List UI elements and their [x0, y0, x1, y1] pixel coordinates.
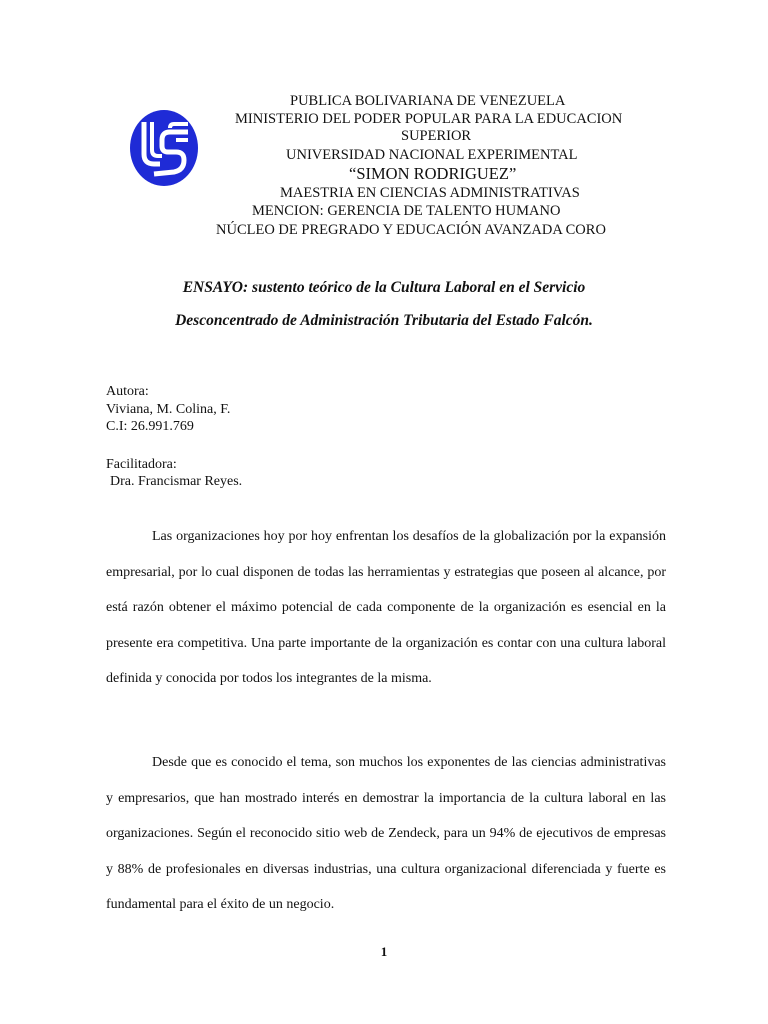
header-line-superior: SUPERIOR: [401, 128, 472, 144]
author-label: Autora:: [106, 384, 149, 399]
header-line-nucleus: NÚCLEO DE PREGRADO Y EDUCACIÓN AVANZADA CORO: [216, 222, 606, 238]
header-line-university-name: “SIMON RODRIGUEZ”: [349, 164, 517, 183]
body-paragraph: Las organizaciones hoy por hoy enfrentan los desafíos de la globalización por la expansión empresarial, por lo cual disponen de todas las herramientas y estrategias que poseen al alcance, por está razón obtener el máximo potencial de cada componente de la organización es esencial en la presente era competitiva. Una parte importante de la organización es contar con una cultura laboral definida y conocida por todos los integrantes de la misma.: [106, 529, 666, 686]
facilitator-label: Facilitadora:: [106, 457, 177, 472]
university-logo-icon: [130, 110, 198, 186]
page-number: 1: [380, 944, 388, 959]
header-line-ministry: MINISTERIO DEL PODER POPULAR PARA LA EDUCACION: [235, 111, 623, 127]
author-id: C.I: 26.991.769: [106, 419, 194, 434]
header-line-university: UNIVERSIDAD NACIONAL EXPERIMENTAL: [286, 147, 578, 163]
essay-title-line-1: ENSAYO: sustento teórico de la Cultura Laboral en el Servicio: [182, 279, 586, 296]
header-line-masters: MAESTRIA EN CIENCIAS ADMINISTRATIVAS: [280, 185, 580, 201]
header-line-republic: PUBLICA BOLIVARIANA DE VENEZUELA: [290, 93, 566, 109]
author-name: Viviana, M. Colina, F.: [106, 402, 231, 417]
header-line-mention: MENCION: GERENCIA DE TALENTO HUMANO: [252, 203, 561, 219]
facilitator-name: Dra. Francismar Reyes.: [110, 474, 243, 489]
body-paragraph: Desde que es conocido el tema, son muchos los exponentes de las ciencias administrativas y empresarios, que han mostrado interés en demostrar la importancia de la cultura laboral en las organizaciones. Según el reconocido sitio web de Zendeck, para un 94% de ejecutivos de empresas y 88% de profesionales en diversas industrias, una cultura organizacional diferenciada y fuerte es fundamental para el éxito de un negocio.: [106, 755, 666, 912]
essay-title-line-2: Desconcentrado de Administración Tributaria del Estado Falcón.: [175, 312, 593, 329]
